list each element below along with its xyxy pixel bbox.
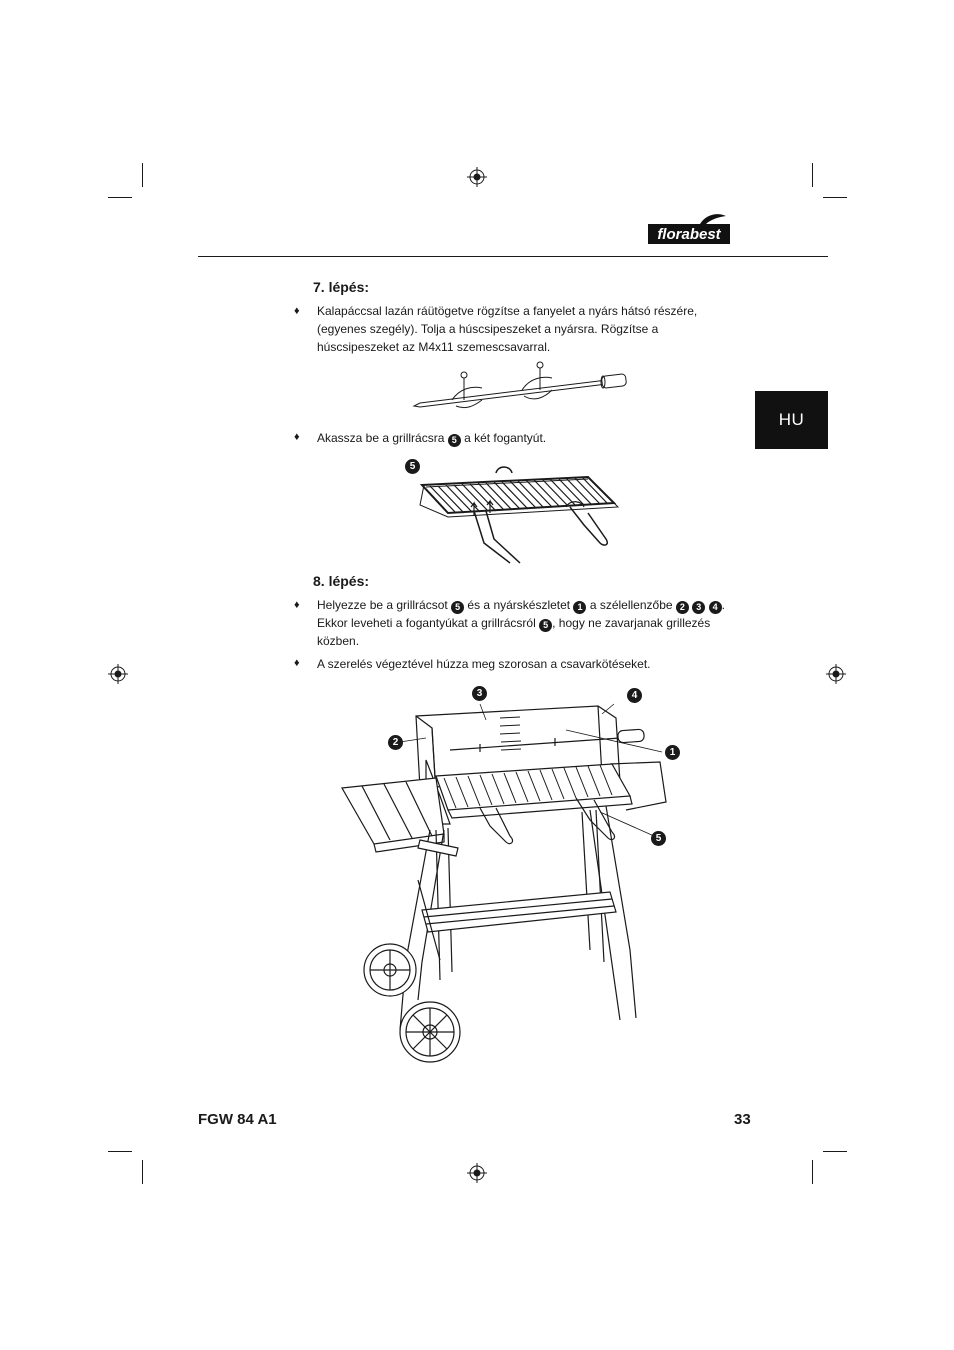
step7-bullet2-part2: a két fogantyút.	[464, 431, 547, 445]
callout-3: 3	[472, 686, 487, 701]
registration-mark-icon	[467, 1163, 487, 1183]
callout-4: 4	[627, 688, 642, 703]
callout-badge-2: 2	[676, 601, 689, 614]
callout-badge-5: 5	[448, 434, 461, 447]
footer-page-number: 33	[734, 1111, 751, 1128]
registration-mark-icon	[108, 664, 128, 684]
step8-bullet1-part3: a szélellenzőbe	[589, 598, 673, 612]
footer-model: FGW 84 A1	[198, 1111, 277, 1128]
diamond-bullet-icon: ♦	[294, 599, 300, 611]
step8-bullet1-text	[317, 596, 737, 650]
language-tab-label: HU	[778, 410, 805, 429]
step8-bullet1-part4: . Ekkor leveheti a fogantyúkat a grillrácsról	[317, 598, 725, 630]
step8-bullet1-part5: , hogy ne zavarjanak grillezés közben.	[317, 616, 711, 648]
grill-rack-illustration	[400, 455, 630, 567]
callout-1: 1	[665, 745, 680, 760]
callout-badge-5: 5	[451, 601, 464, 614]
step8-heading: 8. lépés:	[313, 573, 370, 589]
florabest-logo	[646, 212, 732, 246]
step8-bullet2-text: A szerelés végeztével húzza meg szorosan a csavarkötéseket.	[317, 657, 651, 671]
diamond-bullet-icon: ♦	[294, 657, 300, 669]
crop-mark	[823, 197, 847, 198]
crop-mark	[823, 1151, 847, 1152]
step7-bullet2-part1: Akassza be a grillrácsra	[317, 431, 445, 445]
diamond-bullet-icon: ♦	[294, 431, 300, 443]
callout-5: 5	[651, 831, 666, 846]
callout-5: 5	[405, 459, 420, 474]
callout-badge-1: 1	[573, 601, 586, 614]
callout-badge-3: 3	[692, 601, 705, 614]
step7-heading: 7. lépés:	[313, 279, 370, 295]
step7-bullet1-text: Kalapáccsal lazán ráütögetve rögzítse a fanyelet a nyárs hátsó részére, (egyenes szegély). Tolja a húscsipeszeket a nyársra. Rögzítse a húscsipeszeket az M4x11 szemescsavarral.	[317, 304, 698, 354]
language-tab	[755, 391, 828, 449]
crop-mark	[108, 1151, 132, 1152]
step8-bullet1-part1: Helyezze be a grillrácsot	[317, 598, 448, 612]
crop-mark	[812, 1160, 813, 1184]
callout-badge-5: 5	[539, 619, 552, 632]
crop-mark	[108, 197, 132, 198]
assembled-grill-illustration	[340, 700, 670, 1065]
callout-2: 2	[388, 735, 403, 750]
registration-mark-icon	[467, 167, 487, 187]
diamond-bullet-icon: ♦	[294, 305, 300, 317]
crop-mark	[142, 163, 143, 187]
spit-illustration	[412, 358, 632, 414]
crop-mark	[812, 163, 813, 187]
callout-badge-4: 4	[709, 601, 722, 614]
header-rule	[198, 256, 828, 257]
step7-bullet2-text	[317, 429, 737, 447]
step8-bullet1-part2: és a nyárskészletet	[467, 598, 571, 612]
crop-mark	[142, 1160, 143, 1184]
registration-mark-icon	[826, 664, 846, 684]
logo-text: florabest	[657, 226, 721, 243]
